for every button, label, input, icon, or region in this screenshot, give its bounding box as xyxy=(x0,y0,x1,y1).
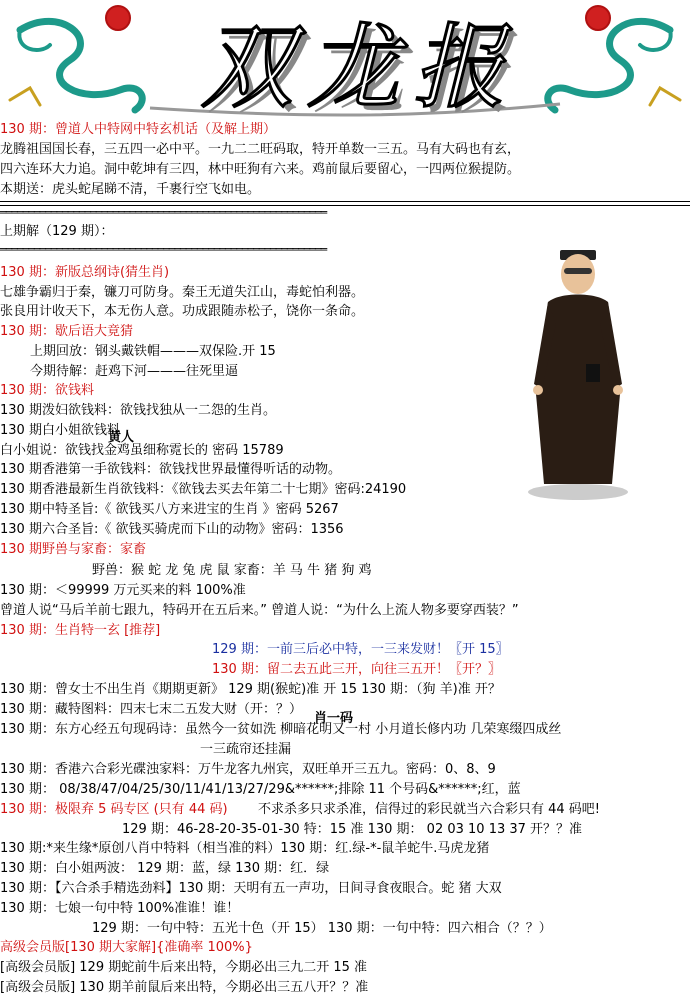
overlay-text-o1: 黄人 xyxy=(108,430,135,445)
text-line-l15: 白小姐说：欲钱找金鸡虽细称霓长的 密码 15789 xyxy=(0,443,284,458)
text-line-l22: 130 期：＜99999 万元买来的料 100%准 xyxy=(0,583,246,598)
text-line-l39: 129 期：一句中特：五光十色（开 15） 130 期：一句中特：四六相合（？？） xyxy=(92,921,552,936)
text-line-l8: 张良用计收天下，本无伤人意。功成跟随赤松子，饶你一条命。 xyxy=(0,304,365,319)
text-line-l20: 130 期野兽与家畜：家畜 xyxy=(0,542,146,557)
text-line-l33b: 不求杀多只求杀准，信得过的彩民就当六合彩只有 44 码吧! xyxy=(258,802,601,817)
overlay-text-o2: 肖一码 xyxy=(314,711,354,726)
text-line-l17: 130 期香港最新生肖欲钱料：《欲钱去买去年第二十七期》密码:24190 xyxy=(0,482,407,497)
text-line-l23: 曾道人说“马后羊前七跟九，特码开在五后来。” 曾道人说：“为什么上流人物多要穿西装？” xyxy=(0,603,519,618)
text-line-l26: 130 期：留二去五此三开，向往三五开！〖开？〗 xyxy=(212,662,501,677)
text-line-l24: 130 期：生肖特一玄 [推荐] xyxy=(0,623,161,638)
left-dragon-icon xyxy=(10,6,142,110)
text-line-l9: 130 期：歇后语大竟猜 xyxy=(0,324,133,339)
text-line-l33a: 130 期：极限弃 5 码专区 (只有 44 码) xyxy=(0,802,228,817)
dashed-divider: ══════════════════════════════════════════════════════════ xyxy=(0,206,327,219)
text-line-l4: 本期送：虎头蛇尾睇不清，千裹行空飞如电。 xyxy=(0,182,261,197)
text-line-l34: 129 期：46-28-20-35-01-30 特：15 准 130 期： 02 03 10 13 37 开？？准 xyxy=(122,822,583,837)
text-line-l7: 七雄争霸归于秦，镰刀可防身。秦王无道失江山，毒蛇怕利器。 xyxy=(0,285,365,300)
text-line-l27: 130 期：曾女士不出生肖《期期更新》 129 期(猴蛇)准 开 15 130 期：（狗 羊)准 开？ xyxy=(0,682,501,697)
text-line-l16: 130 期香港第一手欲钱料：欲钱找世界最懂得听话的动物。 xyxy=(0,462,341,477)
text-line-l38: 130 期：七娘一句中特 100%准谁！谁！ xyxy=(0,901,240,916)
right-dragon-icon xyxy=(548,6,680,110)
portrait-image xyxy=(520,244,680,504)
text-line-l5: 上期解（129 期）： xyxy=(0,224,114,239)
text-line-l14: 130 期白小姐欲钱料 xyxy=(0,423,120,438)
text-line-l28: 130 期：藏特图料：四末七末二五发大财（开：？） xyxy=(0,702,302,717)
text-line-l11: 今期待解：赶鸡下河———往死里逼 xyxy=(30,364,239,379)
text-line-l42: [高级会员版] 130 期羊前鼠后来出特，今期必出三五八开？？准 xyxy=(0,980,369,995)
text-line-l19: 130 期六合圣旨:《 欲钱买骑虎而下山的动物》密码：1356 xyxy=(0,522,344,537)
text-line-l37: 130 期：【六合杀手精选劲料】130 期：天明有五一声功，日间寻食夜眼合。蛇 猪 大双 xyxy=(0,881,502,896)
text-line-l30: 一三疏帘还挂漏 xyxy=(200,742,292,757)
text-line-l41: [高级会员版] 129 期蛇前牛后来出特，今期必出三九二开 15 准 xyxy=(0,960,368,975)
text-line-l3: 四六连环大力追。洞中乾坤有三四，林中旺狗有六来。鸡前鼠后要留心，一四两位猴提防。 xyxy=(0,162,521,177)
text-line-l40: 高级会员版[130 期大家解]{准确率 100%} xyxy=(0,940,253,955)
text-line-l25: 129 期：一前三后必中特，一三来发财！〖开 15〗 xyxy=(212,642,509,657)
dashed-divider: ══════════════════════════════════════════════════════════ xyxy=(0,243,327,256)
text-line-l12: 130 期：欲钱料 xyxy=(0,383,94,398)
section-divider xyxy=(0,201,690,202)
text-line-l2: 龙腾祖国国长春，三五四一必中平。一九二二旺码取，特开单数一三五。马有大码也有玄， xyxy=(0,142,521,157)
text-line-l13: 130 期泼妇欲钱料：欲钱找独从一二怨的生肖。 xyxy=(0,403,276,418)
text-line-l31: 130 期：香港六合彩光碟浊家料：万牛龙客九州宾，双旺单开三五九。密码：0、8、9 xyxy=(0,762,496,777)
text-line-l32: 130 期： 08/38/47/04/25/30/11/41/13/27/29&******;排除 11 个号码&******;红，蓝 xyxy=(0,782,521,797)
text-line-l1: 130 期：曾道人中特网中特玄机话（及解上期） xyxy=(0,122,276,137)
text-line-l10: 上期回放：钢头戴铁帽———双保险.开 15 xyxy=(30,344,276,359)
masthead-title: 双龙报 xyxy=(200,14,519,121)
text-line-l29: 130 期：东方心经五句现码诗：虽然今一贫如洗 柳暗花明又一村 小月道长修内功 几荣寒缀四成丝 xyxy=(0,722,562,737)
text-line-l35: 130 期:*来生缘*原创八肖中特料（相当准的料）130 期：红.绿-*-鼠羊蛇牛.马虎龙猪 xyxy=(0,841,490,856)
text-line-l6: 130 期：新版总纲诗(猜生肖) xyxy=(0,265,170,280)
masthead-banner xyxy=(0,0,690,122)
text-line-l36: 130 期：白小姐两波： 129 期：蓝，绿 130 期：红．绿 xyxy=(0,861,330,876)
text-line-l21: 野兽：猴 蛇 龙 兔 虎 鼠 家畜：羊 马 牛 猪 狗 鸡 xyxy=(92,563,372,578)
text-line-l18: 130 期中特圣旨:《 欲钱买八方来进宝的生肖 》密码 5267 xyxy=(0,502,339,517)
